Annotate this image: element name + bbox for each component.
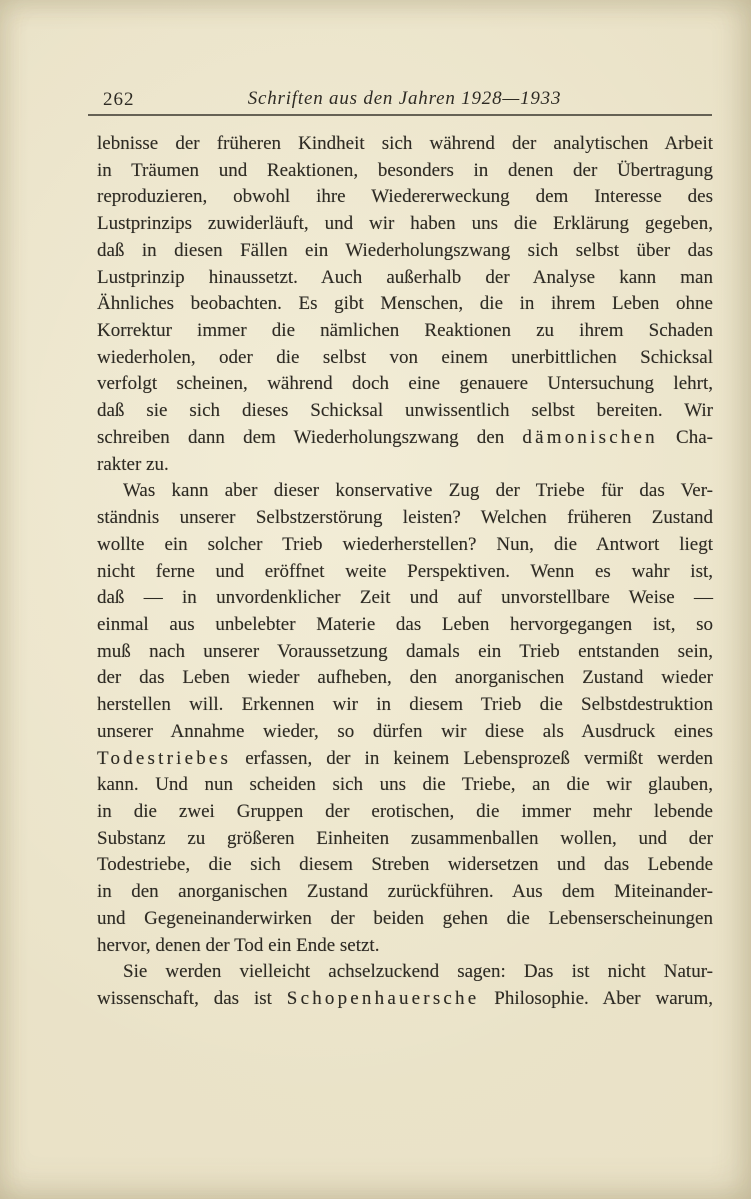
text-line: verfolgt scheinen, während doch eine genauere Untersuchung lehrt, bbox=[97, 373, 713, 395]
text-line: Substanz zu größeren Einheiten zusammenballen wollen, und der bbox=[97, 827, 713, 849]
text-line: nicht ferne und eröffnet weite Perspektiven. Wenn es wahr ist, bbox=[97, 560, 713, 582]
text-line: lebnisse der früheren Kindheit sich während der analytischen Arbeit bbox=[97, 133, 713, 154]
text-segment: Philosophie. Aber warum, bbox=[479, 988, 713, 1009]
text-line: einmal aus unbelebter Materie das Leben hervorgegangen ist, so bbox=[97, 613, 713, 635]
text-line: reproduzieren, obwohl ihre Wiedererweckung dem Interesse des bbox=[97, 186, 713, 208]
text-segment: wissenschaft, das ist bbox=[97, 988, 287, 1009]
text-segment: schreiben dann dem Wiederholungszwang den bbox=[97, 426, 523, 448]
text-line: kann. Und nun scheiden sich uns die Triebe, an die wir glauben, bbox=[97, 774, 713, 796]
text-line: Korrektur immer die nämlichen Reaktionen zu ihrem Schaden bbox=[97, 320, 713, 342]
text-line: Ähnliches beobachten. Es gibt Menschen, die in ihrem Leben ohne bbox=[97, 293, 713, 315]
text-line: Sie werden vielleicht achselzuckend sagen: Das ist nicht Natur- bbox=[123, 961, 713, 983]
text-line: hervor, denen der Tod ein Ende setzt. bbox=[97, 934, 380, 956]
spaced-emphasis: Schopenhauersche bbox=[286, 988, 480, 1009]
text-line: wiederholen, oder die selbst von einem unerbittlichen Schicksal bbox=[97, 346, 713, 368]
text-line: ständnis unserer Selbstzerstörung leisten? Welchen früheren Zustand bbox=[97, 507, 713, 529]
text-line: und Gegeneinanderwirken der beiden gehen die Lebenserscheinungen bbox=[97, 907, 713, 929]
running-title: Schriften aus den Jahren 1928—1933 bbox=[247, 88, 562, 109]
text-line: unserer Annahme wieder, so dürfen wir diese als Ausdruck eines bbox=[97, 720, 713, 742]
text-line: Lustprinzips zuwiderläuft, und wir haben uns die Erklärung gegeben, bbox=[97, 213, 713, 235]
text-line: in Träumen und Reaktionen, besonders in denen der Übertragung bbox=[97, 159, 713, 181]
body-text bbox=[97, 131, 713, 1013]
text-line bbox=[97, 425, 713, 452]
text-segment: erfassen, der in keinem Lebensprozeß vermißt werden bbox=[231, 747, 713, 769]
text-line: daß sie sich dieses Schicksal unwissentlich selbst bereiten. Wir bbox=[97, 400, 713, 422]
text-line: herstellen will. Erkennen wir in diesem Trieb die Selbstdestruktion bbox=[97, 694, 713, 716]
header-rule bbox=[88, 114, 712, 116]
spaced-emphasis: dämonischen bbox=[522, 426, 658, 448]
text-line bbox=[97, 986, 713, 1013]
text-line: wollte ein solcher Trieb wiederherstellen? Nun, die Antwort liegt bbox=[97, 533, 713, 555]
text-segment: Cha- bbox=[657, 426, 713, 448]
text-line: Todestriebe, die sich diesem Streben widersetzen und das Lebende bbox=[97, 854, 713, 876]
text-line bbox=[97, 746, 713, 773]
text-line: muß nach unserer Voraussetzung damals ein Trieb entstanden sein, bbox=[97, 640, 713, 662]
text-line: in die zwei Gruppen der erotischen, die immer mehr lebende bbox=[97, 800, 713, 822]
text-line: daß — in unvordenklicher Zeit und auf unvorstellbare Weise — bbox=[97, 587, 713, 609]
text-line: in den anorganischen Zustand zurückführen. Aus dem Miteinander- bbox=[97, 881, 713, 903]
text-line: Lustprinzip hinaussetzt. Auch außerhalb der Analyse kann man bbox=[97, 266, 713, 288]
text-line: daß in diesen Fällen ein Wiederholungszwang sich selbst über das bbox=[97, 239, 713, 261]
text-line: Was kann aber dieser konservative Zug der Triebe für das Ver- bbox=[123, 480, 713, 502]
text-line: der das Leben wieder aufheben, den anorganischen Zustand wieder bbox=[97, 667, 713, 689]
spaced-emphasis: Todestriebes bbox=[97, 747, 232, 769]
text-line: rakter zu. bbox=[97, 453, 169, 475]
page-number: 262 bbox=[103, 89, 135, 110]
